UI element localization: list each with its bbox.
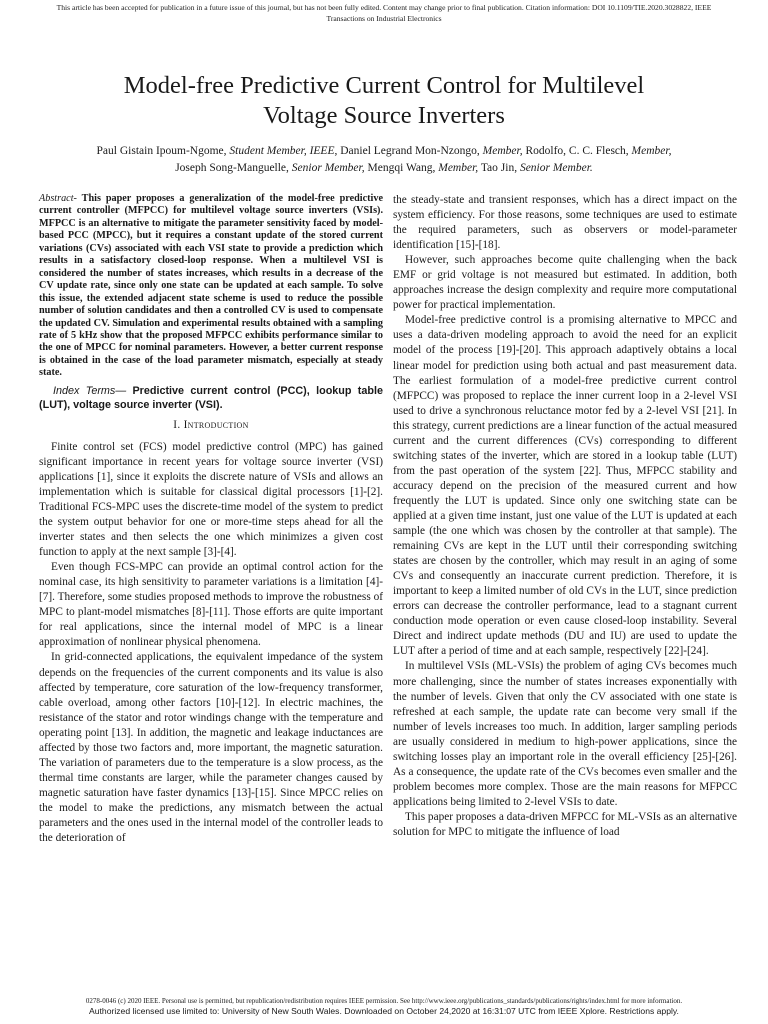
index-terms-text: Predictive current control (PCC), lookup table (LUT), voltage source inverter (VSI).	[39, 384, 383, 411]
right-column	[393, 193, 737, 840]
abstract-label: Abstract-	[39, 193, 77, 204]
header-journal-line: Transactions on Industrial Electronics	[326, 13, 442, 23]
header-citation-line: This article has been accepted for publication in a future issue of this journal, but has not been fully edited. Content may change prior to final publication. Citation information: DOI 10.1109/TIE.2020.3028822, IEEE	[56, 3, 712, 12]
title-line-1: Model-free Predictive Current Control for Multilevel	[123, 72, 645, 99]
abstract	[39, 193, 383, 380]
paper-title	[40, 71, 728, 131]
author-name: Paul Gistain Ipoum-Ngome,	[96, 145, 230, 157]
body-paragraph: the steady-state and transient responses, which has a direct impact on the system efficiency. For those reasons, some techniques are used to estimate the required parameters, such as observers or model-parameter identification [15]-[18].	[393, 194, 737, 252]
left-column	[39, 193, 383, 846]
author-membership: Member,	[482, 145, 523, 157]
author-membership: Senior Member.	[519, 161, 593, 174]
body-paragraph: Even though FCS-MPC can provide an optimal control action for the nominal case, its high sensitivity to parameter variations is a limitation [4]-[7]. Therefore, some studies proposed methods to improve the robustness of MPC to plant-model mismatches [8]-[11]. Those efforts are quite important for real applications, since the internal model of MPC is a linear approximation of nonlinear physical phenomena.	[39, 561, 383, 649]
title-line-2: Voltage Source Inverters	[263, 102, 505, 129]
body-paragraph: In grid-connected applications, the equivalent impedance of the system depends on the frequencies of the current components and its value is also affected by temperature, core saturation of the low-frequency transformer, cable overload, among other factors [10]-[12]. In electric machines, the resistance of the stator and rotor windings change with the temperature and operating point [13]. In addition, the magnetic and leakage inductances are affected by those two factors and, more important, the magnetic saturation. The variation of parameters due to the temperature is a slow process, as the thermal time constants are larger, while the parameter changes caused by magnetic saturation have faster dynamics [13]-[15]. Since MPCC relies on the model to make the predictions, any mismatch between the actual parameters and the ones used in the internal model of the controller leads to the deterioration of	[39, 651, 383, 845]
author-name: Rodolfo, C. C. Flesch,	[522, 145, 632, 157]
index-terms-label: Index Terms—	[53, 384, 127, 397]
author-name: Tao Jin,	[478, 161, 520, 174]
author-name: Joseph Song-Manguelle,	[175, 161, 292, 174]
author-list	[80, 143, 688, 176]
author-name: , Daniel Legrand Mon-Nzongo,	[334, 145, 483, 157]
author-membership: Member,	[438, 161, 479, 174]
journal-header	[0, 3, 768, 24]
author-name: Mengqi Wang,	[364, 161, 439, 174]
author-membership: Member,	[631, 145, 672, 157]
author-membership: Senior Member,	[291, 161, 365, 174]
body-paragraph: However, such approaches become quite challenging when the back EMF or grid voltage is not measured but estimated. In addition, both approaches increase the design complexity and require more computational power for practical implementation.	[393, 254, 737, 312]
index-terms	[39, 384, 383, 412]
abstract-text: This paper proposes a generalization of the model-free predictive current controller (MFPCC) for multilevel voltage source inverters (VSIs). MFPCC is an alternative to mitigate the parameter sensitivity faced by model-based PCC (MPCC), but it requires a constant update of the stored current variations (CVs) associated with each VSI state to provide a prediction which results in a satisfactory closed-loop response. When a multilevel VSI is considered the number of states increases, which results in a decrease of the CV update rate, since only one state can be updated at each sample. To solve this issue, the extended adjacent state scheme is used to reduce the possible number of solution candidates and then a controlled CV is used to compensate the updated CV. Simulation and experimental results obtained with a sampling rate of 5 kHz show that the proposed MFPCC exhibits performance similar to the one of MPCC for nominal parameters. However, a better current response is obtained in the case of the load parameter mismatch, especially at steady state.	[39, 193, 383, 379]
body-paragraph: In multilevel VSIs (ML-VSIs) the problem of aging CVs becomes much more challenging, since the number of states increases exponentially with the number of levels. Given that only the CV associated with one state is refreshed at each sample, the update rate can become very small if the number of levels increases too much. In addition, larger sampling periods are usually considered in medium to high-power applications, since the switching losses play an important role in the overall efficiency [25]-[26]. As a consequence, the update rate of the CVs becomes even smaller and the problem becomes more complex. Those are the main reasons for MFPCC applications being limited to 2-level VSIs to date.	[393, 660, 737, 808]
author-membership: Student Member, IEEE	[229, 145, 335, 157]
copyright-line: 0278-0046 (c) 2020 IEEE. Personal use is permitted, but republication/redistribution requires IEEE permission. See http://www.ieee.org/publications_standards/publications/rights/index.html for more information.	[85, 997, 683, 1005]
body-paragraph: Model-free predictive control is a promising alternative to MPCC and uses a data-driven modeling approach to avoid the need for an explicit model of the process [19]-[20]. This approach adaptively obtains a local linear model for prediction using both actual and past measurement data. The earliest formulation of a model-free predictive current control (MFPCC) was proposed to replace the inner current loop in a 2-level VSI used to drive a synchronous reluctance motor fed by a 2-level VSI [21]. In this strategy, current predictions are a linear function of the actual measured current and the current differences (CVs) corresponding to different switching states of the inverter, which are stored in a lookup table (LUT) from the past operation of the system [22]. Thus, MFPCC stability and accuracy depend on the precision of the measured current and how frequently the LUT is updated. Since only one switching state can be applied at a given time instant, just one value of the LUT is updated at each sample (the one which was chosen by the controller at that sample). The remaining CVs are kept in the LUT until their corresponding switching states are chosen by the controller, which may result in an aging of some CVs and consequently an inaccurate current prediction. Therefore, it is important to keep a limited number of old CVs in the LUT, since prediction errors can decrease the controller performance, lead to a stagnant current conduction mode operation or even cause closed-loop instability. Several Direct and indirect update methods (DU and IU) are used to update the LUT after a period of time and at each sample, respectively [22]-[24].	[393, 314, 737, 658]
body-paragraph: Finite control set (FCS) model predictive control (MPC) has gained significant importance in recent years for voltage source inverter (VSI) applications [1], since it exploits the discrete nature of VSIs and allows an implementation which is suitable for classical digital processors [1]-[2]. Traditional FCS-MPC uses the discrete-time model of the system to predict the system output behavior for one or more-time steps ahead for all the inverter states and then selects the one which minimizes a given cost function to apply at the next sample [3]-[4].	[39, 440, 383, 559]
section-heading-introduction: I. Introduction	[173, 418, 249, 431]
body-paragraph: This paper proposes a data-driven MFPCC for ML-VSIs as an alternative solution for MPC to mitigate the influence of load	[393, 810, 737, 838]
license-line: Authorized licensed use limited to: University of New South Wales. Downloaded on October 24,2020 at 16:31:07 UTC from IEEE Xplore. Restrictions apply.	[89, 1006, 679, 1016]
page-footer	[0, 997, 768, 1017]
